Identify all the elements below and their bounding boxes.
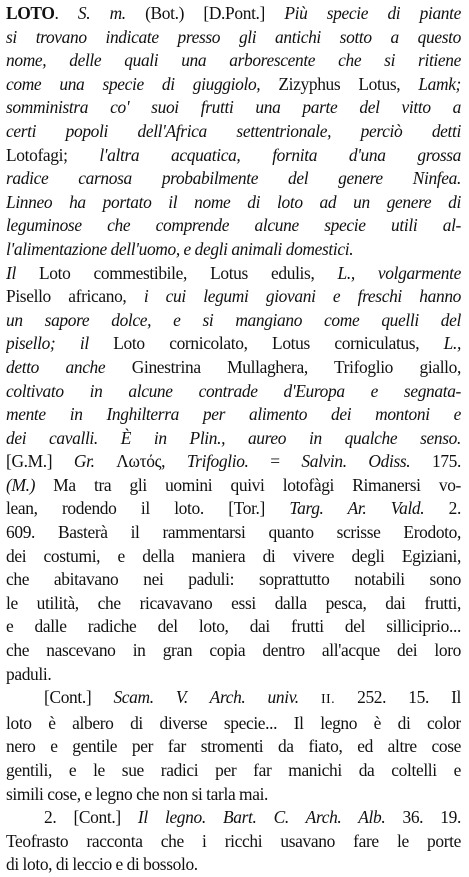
text-run: le utilità, che ricavavano essi dalla pesca, dai frutti, <box>6 592 461 613</box>
text-run: Trifoglio. <box>186 451 249 472</box>
text-run: e dalle radiche del loto, dai frutti del silliciprio... <box>6 616 461 637</box>
entry-line <box>6 167 461 191</box>
text-run: pisello; il <box>6 333 89 354</box>
entry-line <box>6 356 461 380</box>
text-run: [G.M.] <box>6 451 74 472</box>
entry-line <box>6 332 461 356</box>
text-run: detto anche <box>6 356 106 377</box>
text-run: Λωτός, <box>94 451 187 472</box>
entry-line <box>6 427 461 451</box>
text-run: 609. Basterà il rammentarsi quanto scrisse Erodoto, <box>6 522 461 543</box>
text-run: 175. <box>410 451 461 472</box>
text-run: loto è albero di diverse specie... Il legno è di color <box>6 712 461 733</box>
text-run: 36. 19. <box>385 807 461 828</box>
text-run: dei costumi, e della maniera di vivere degli Egiziani, <box>6 545 461 566</box>
entry-line <box>6 96 461 120</box>
text-run: Lotofagi; <box>6 144 100 165</box>
entry-line <box>6 380 461 404</box>
text-run: Pisello africano, <box>6 286 144 307</box>
text-run: Salvin. Odiss. <box>301 451 411 472</box>
text-run: l'altra acquatica, fornita d'una grossa <box>99 144 461 165</box>
entry-line <box>6 639 461 663</box>
text-run: come una specie di giuggiolo, <box>6 73 261 94</box>
entry-line <box>6 735 461 759</box>
text-run: coltivato in alcune contrade d'Europa e segnata- <box>6 380 461 401</box>
text-run: si trovano indicate presso gli antichi sotto a questo <box>6 26 461 47</box>
dictionary-entry <box>6 2 461 877</box>
text-run: che nascevano in gran copia dentro all'acque dei loro <box>6 640 461 661</box>
text-run: Gr. <box>73 451 95 472</box>
text-run: Il <box>6 262 16 283</box>
entry-line <box>6 686 461 712</box>
entry-line <box>6 49 461 73</box>
text-run: che abitavano nei paduli: soprattutto notabili sono <box>6 569 461 590</box>
entry-line <box>6 615 461 639</box>
text-run: Teofrasto racconta che i ricchi usavano fare le porte <box>6 830 461 851</box>
text-run: un sapore dolce, e si mangiano come quelli del <box>6 309 461 330</box>
entry-line <box>6 545 461 569</box>
entry-line <box>6 2 461 26</box>
text-run: nero e gentile per far stromenti da fiato, ed altre cose <box>6 736 461 757</box>
text-run: L., <box>443 333 461 354</box>
text-run: radice carnosa probabilmente del genere Ninfea. <box>6 168 461 189</box>
text-run: dei cavalli. È in Plin., aureo in qualche senso. <box>6 427 461 448</box>
entry-line <box>6 521 461 545</box>
text-run: Targ. Ar. Vald. <box>289 498 425 519</box>
entry-line <box>6 191 461 215</box>
entry-line <box>6 712 461 736</box>
text-run: lean, rodendo il loto. [Tor.] <box>6 498 290 519</box>
entry-line <box>6 238 461 262</box>
text-run: leguminose che comprende alcune specie utili al- <box>6 215 461 236</box>
entry-line <box>6 497 461 521</box>
text-run: L., <box>337 262 355 283</box>
text-run: paduli. <box>6 663 52 684</box>
text-run: somministra co' suoi frutti una parte del vitto a <box>6 97 461 118</box>
text-run <box>355 263 378 283</box>
entry-line <box>6 285 461 309</box>
text-run: Scam. V. Arch. univ. <box>113 687 299 708</box>
entry-line <box>6 309 461 333</box>
entry-line <box>6 783 461 807</box>
entry-line <box>6 450 461 474</box>
entry-line <box>6 568 461 592</box>
entry-line <box>6 759 461 783</box>
text-run: gentili, e le sue radici per far manichi da coltelli e <box>6 760 461 780</box>
entry-line <box>6 806 461 830</box>
text-run: volgarmente <box>377 262 461 283</box>
entry-line <box>6 474 461 498</box>
text-run <box>299 687 321 707</box>
entry-line <box>6 120 461 144</box>
text-run: l'alimentazione dell'uomo, e degli animali domestici. <box>6 238 354 259</box>
text-run: Ma tra gli uomini quivi lotofàgi Rimanersi vo- <box>35 474 461 495</box>
text-run: Zizyphus Lotus, <box>260 73 419 94</box>
text-run: 2. <box>424 498 461 519</box>
text-run: (M.) <box>6 474 36 495</box>
text-run: 2. [Cont.] <box>44 807 138 828</box>
text-run: . <box>54 3 78 23</box>
text-run: Ginestrina Mullaghera, Trifoglio giallo, <box>105 356 461 377</box>
text-run: di loto, di leccio e di bossolo. <box>6 854 198 875</box>
text-run: 252. 15. Il <box>334 687 461 708</box>
entry-line <box>6 663 461 687</box>
text-run: Loto commestibile, Lotus edulis, <box>15 262 338 283</box>
text-run: nome, delle quali una arborescente che si ritiene <box>6 50 461 71</box>
text-run: = <box>248 451 302 472</box>
text-run: [Cont.] <box>44 687 114 708</box>
text-run: Più specie di piante <box>284 3 461 23</box>
entry-line <box>6 26 461 50</box>
text-run: Loto cornicolato, Lotus corniculatus, <box>88 333 444 354</box>
text-run: Linneo ha portato il nome di loto ad un genere di <box>6 191 461 212</box>
text-run: Il legno. Bart. C. Arch. Alb. <box>137 807 386 828</box>
entry-line <box>6 262 461 286</box>
entry-line <box>6 853 461 877</box>
entry-line <box>6 830 461 854</box>
entry-line <box>6 403 461 427</box>
text-run: mente in Inghilterra per alimento dei montoni e <box>6 404 461 425</box>
entry-line <box>6 214 461 238</box>
text-run: Lamk; <box>418 73 461 94</box>
entry-headword: LOTO <box>6 3 55 23</box>
text-run: II. <box>320 692 335 708</box>
entry-line <box>6 73 461 97</box>
text-run: i cui legumi giovani e freschi hanno <box>143 286 461 307</box>
text-run: certi popoli dell'Africa settentrionale, perciò detti <box>6 120 461 141</box>
entry-line <box>6 144 461 168</box>
text-run: S. m. <box>77 3 126 23</box>
entry-line <box>6 592 461 616</box>
text-run: (Bot.) [D.Pont.] <box>125 3 285 23</box>
text-run: simili cose, e legno che non si tarla mai. <box>6 783 269 804</box>
